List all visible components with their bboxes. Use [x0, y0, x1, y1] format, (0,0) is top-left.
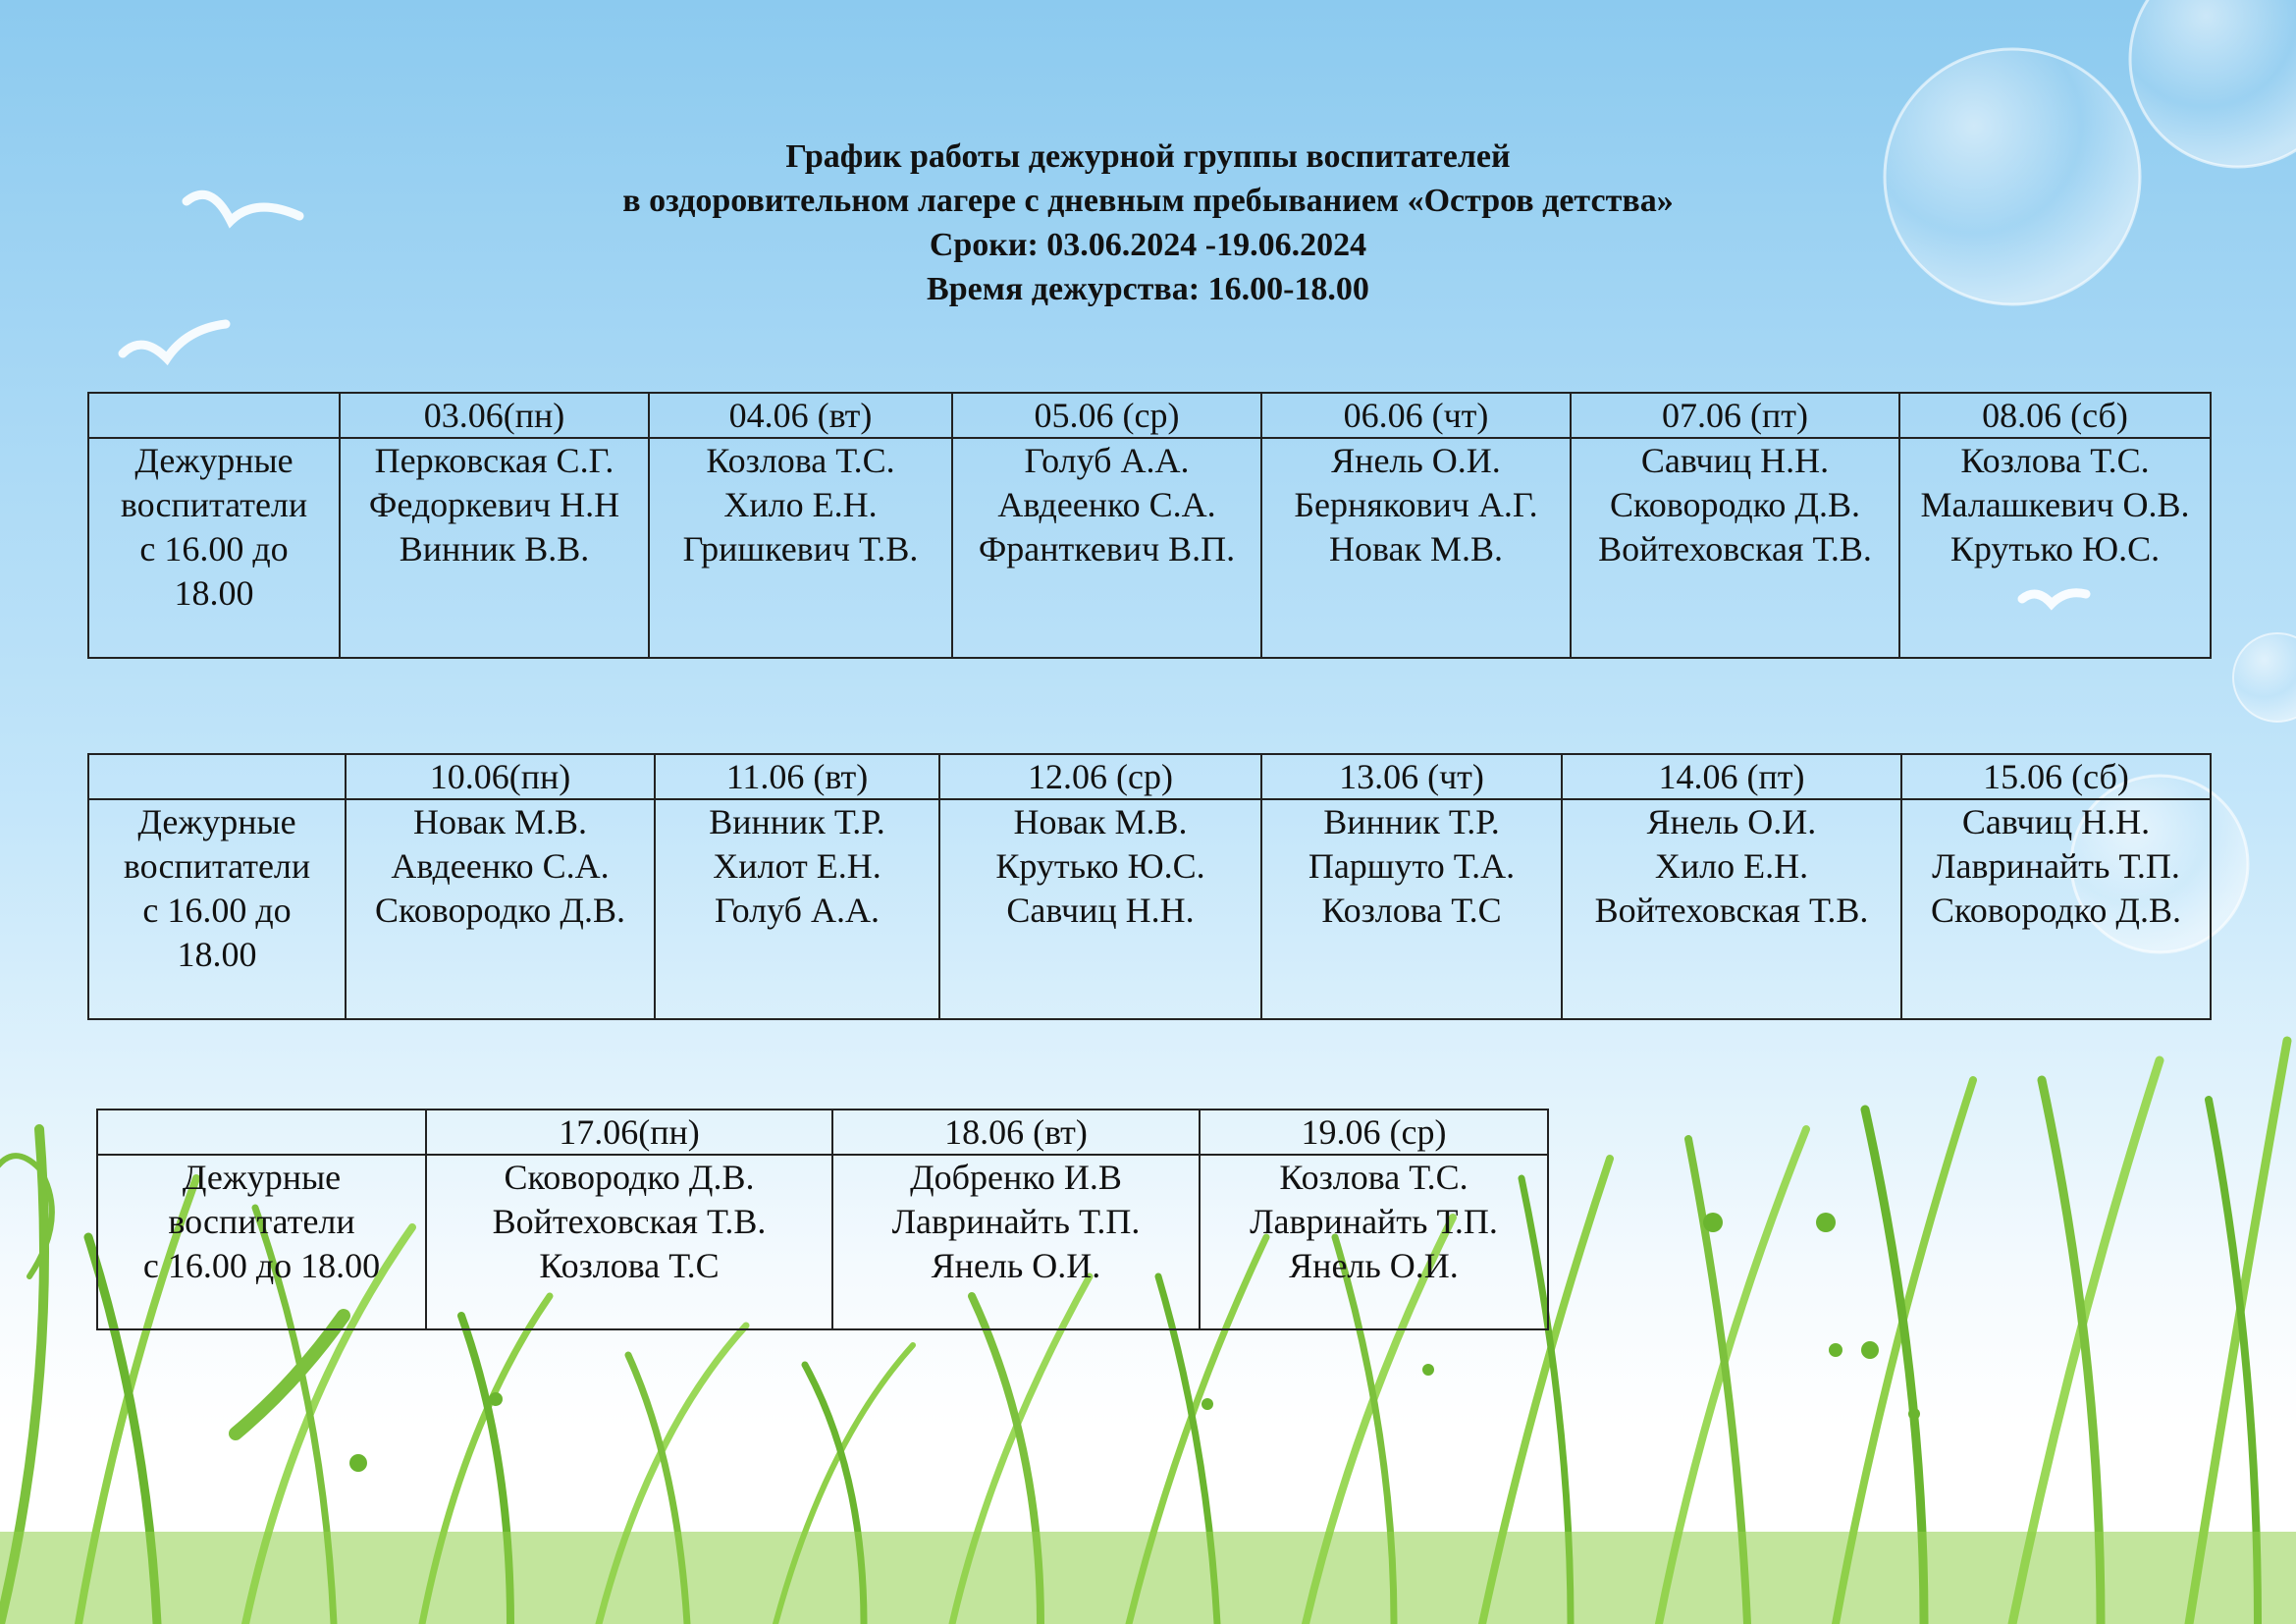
title-line-2: в оздоровительном лагере с дневным пребыванием «Остров детства» [622, 183, 1674, 219]
title-dates: Сроки: 03.06.2024 -19.06.2024 [929, 227, 1367, 263]
educator-name: Хилот Е.Н. [713, 846, 881, 886]
educator-name: Винник Т.Р. [1323, 802, 1500, 841]
educator-name: Козлова Т.С. [706, 441, 895, 480]
educator-name: Винник Т.Р. [709, 802, 885, 841]
schedule-table-week-1 [87, 392, 2212, 659]
table-row [97, 1155, 1548, 1329]
table-header-row [88, 393, 2211, 438]
title-duty-time: Время дежурства: 16.00-18.00 [927, 271, 1369, 307]
row-label-cell [97, 1155, 426, 1329]
row-label-line: воспитатели [123, 846, 311, 886]
date-header: 03.06(пн) [340, 393, 649, 438]
duty-cell [1261, 799, 1562, 1019]
duty-cell [1901, 799, 2211, 1019]
date-header: 13.06 (чт) [1261, 754, 1562, 799]
educator-name: Савчиц Н.Н. [1640, 441, 1830, 480]
duty-cell [649, 438, 952, 658]
educator-name: Перковская С.Г. [374, 441, 614, 480]
educator-name: Козлова Т.С. [1279, 1158, 1468, 1197]
duty-cell [939, 799, 1261, 1019]
educator-name: Хило Е.Н. [723, 485, 878, 524]
date-header: 12.06 (ср) [939, 754, 1261, 799]
date-header: 08.06 (сб) [1899, 393, 2211, 438]
educator-name: Савчиц Н.Н. [1006, 891, 1195, 930]
educator-name: Лавринайть Т.П. [1932, 846, 2180, 886]
header-empty-cell [88, 754, 346, 799]
educator-name: Авдеенко С.А. [391, 846, 610, 886]
duty-cell [1899, 438, 2211, 658]
date-header: 18.06 (вт) [832, 1110, 1200, 1155]
educator-name: Новак М.В. [412, 802, 587, 841]
educator-name: Добренко И.В [910, 1158, 1122, 1197]
educator-name: Козлова Т.С [539, 1246, 720, 1285]
duty-cell [346, 799, 655, 1019]
row-label-line: с 16.00 до [142, 891, 292, 930]
educator-name: Сковородко Д.В. [1610, 485, 1860, 524]
educator-name: Козлова Т.С. [1960, 441, 2150, 480]
educator-name: Бернякович А.Г. [1294, 485, 1538, 524]
educator-name: Крутько Ю.С. [995, 846, 1205, 886]
schedule-table-week-3 [96, 1109, 1549, 1330]
educator-name: Паршуто Т.А. [1308, 846, 1516, 886]
educator-name: Голуб А.А. [715, 891, 880, 930]
educator-name: Голуб А.А. [1024, 441, 1190, 480]
header-empty-cell [88, 393, 340, 438]
duty-cell [952, 438, 1261, 658]
educator-name: Лавринайть Т.П. [891, 1202, 1141, 1241]
educator-name: Хило Е.Н. [1654, 846, 1809, 886]
educator-name: Янель О.И. [1331, 441, 1501, 480]
schedule-table-week-2 [87, 753, 2212, 1020]
educator-name: Новак М.В. [1328, 529, 1503, 568]
date-header: 10.06(пн) [346, 754, 655, 799]
document-title [0, 135, 2296, 311]
duty-cell [340, 438, 649, 658]
educator-name: Сковородко Д.В. [504, 1158, 755, 1197]
row-label-line: 18.00 [174, 573, 254, 613]
educator-name: Сковородко Д.В. [375, 891, 625, 930]
educator-name: Войтеховская Т.В. [492, 1202, 767, 1241]
educator-name: Лавринайть Т.П. [1250, 1202, 1498, 1241]
educator-name: Савчиц Н.Н. [1961, 802, 2151, 841]
row-label-line: воспитатели [120, 485, 308, 524]
date-header: 05.06 (ср) [952, 393, 1261, 438]
table-header-row [88, 754, 2211, 799]
educator-name: Сковородко Д.В. [1931, 891, 2181, 930]
table-row [88, 438, 2211, 658]
date-header: 15.06 (сб) [1901, 754, 2211, 799]
row-label-line: 18.00 [177, 935, 257, 974]
educator-name: Авдеенко С.А. [997, 485, 1216, 524]
duty-cell [1261, 438, 1571, 658]
educator-name: Франткевич В.П. [978, 529, 1236, 568]
row-label-cell [88, 799, 346, 1019]
row-label-line: с 16.00 до 18.00 [142, 1246, 381, 1285]
duty-cell [1571, 438, 1899, 658]
duty-cell [426, 1155, 832, 1329]
educator-name: Янель О.И. [1646, 802, 1817, 841]
date-header: 07.06 (пт) [1571, 393, 1899, 438]
educator-name: Войтеховская Т.В. [1598, 529, 1872, 568]
table-header-row [97, 1110, 1548, 1155]
header-empty-cell [97, 1110, 426, 1155]
educator-name: Новак М.В. [1013, 802, 1188, 841]
educator-name: Гришкевич Т.В. [682, 529, 919, 568]
table-row [88, 799, 2211, 1019]
duty-cell [655, 799, 939, 1019]
row-label-line: с 16.00 до [139, 529, 289, 568]
date-header: 04.06 (вт) [649, 393, 952, 438]
row-label-line: Дежурные [137, 802, 296, 841]
title-line-1: График работы дежурной группы воспитателей [785, 138, 1511, 175]
educator-name: Крутько Ю.С. [1949, 529, 2161, 568]
educator-name: Янель О.И. [931, 1246, 1101, 1285]
duty-cell [1562, 799, 1901, 1019]
educator-name: Федоркевич Н.Н [368, 485, 620, 524]
educator-name: Янель О.И. [1289, 1246, 1459, 1285]
row-label-line: Дежурные [182, 1158, 342, 1197]
date-header: 17.06(пн) [426, 1110, 832, 1155]
row-label-cell [88, 438, 340, 658]
row-label-line: Дежурные [134, 441, 294, 480]
date-header: 11.06 (вт) [655, 754, 939, 799]
date-header: 14.06 (пт) [1562, 754, 1901, 799]
duty-cell [1200, 1155, 1548, 1329]
row-label-line: воспитатели [168, 1202, 355, 1241]
educator-name: Козлова Т.С [1321, 891, 1502, 930]
duty-cell [832, 1155, 1200, 1329]
date-header: 19.06 (ср) [1200, 1110, 1548, 1155]
educator-name: Войтеховская Т.В. [1594, 891, 1869, 930]
date-header: 06.06 (чт) [1261, 393, 1571, 438]
educator-name: Малашкевич О.В. [1920, 485, 2190, 524]
educator-name: Винник В.В. [399, 529, 590, 568]
